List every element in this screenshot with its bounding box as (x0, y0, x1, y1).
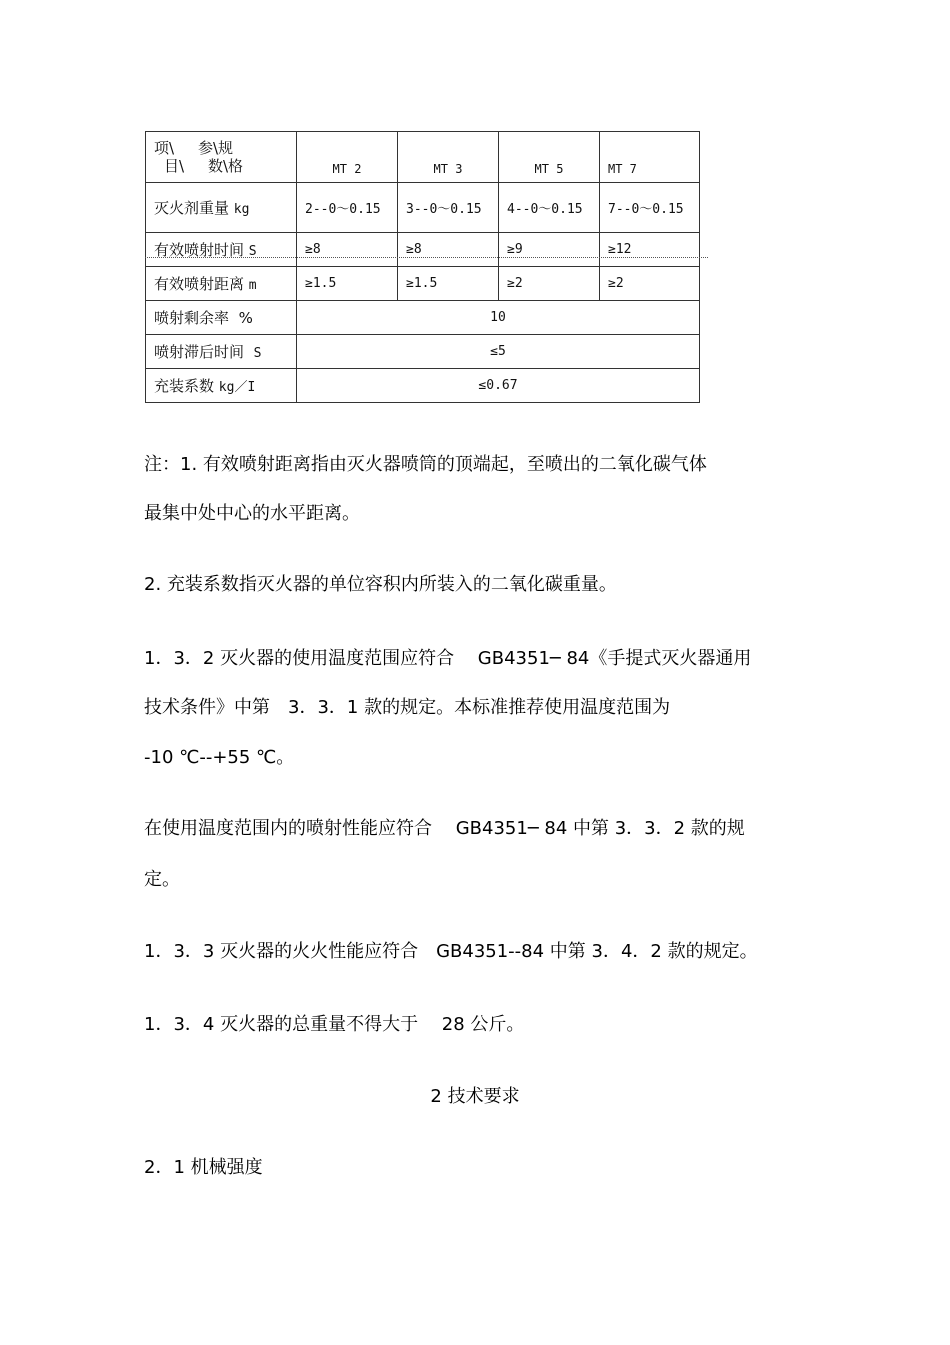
section-2-heading: 2 技术要求 (430, 1086, 520, 1107)
table-row (146, 301, 700, 335)
row-label: 有效喷射距离 (154, 275, 245, 293)
row-label: 充装系数 (154, 377, 215, 395)
table-cell: ≥8 (297, 233, 398, 267)
clause-1-3-2-line-2: 技术条件》中第 3．3．1 款的规定。本标准推荐使用温度范围为 (144, 697, 671, 718)
row-unit: % (238, 309, 253, 327)
spec-table (145, 131, 700, 403)
row-unit: S (253, 346, 262, 361)
clause-2-1: 2．1 机械强度 (144, 1157, 263, 1178)
table-cell: 4--0～0.15 (499, 183, 600, 233)
row-label-cell (146, 369, 297, 403)
row-label-cell (146, 183, 297, 233)
row-label-cell (146, 301, 297, 335)
table-cell: ≥1.5 (297, 267, 398, 301)
note-1-line-1: 注：1. 有效喷射距离指由灭火器喷筒的顶端起，至喷出的二氧化碳气体 (144, 454, 707, 475)
note-2: 2. 充装系数指灭火器的单位容积内所装入的二氧化碳重量。 (144, 574, 617, 595)
model-header: MT 7 (600, 132, 700, 183)
spray-performance-line-1: 在使用温度范围内的喷射性能应符合 GB4351─ 84 中第 3．3．2 款的规 (144, 818, 745, 839)
row-label-cell (146, 267, 297, 301)
table-cell: ≥12 (600, 233, 700, 267)
table-cell: ≥8 (398, 233, 499, 267)
row-unit: S (248, 244, 257, 259)
model-header: MT 3 (398, 132, 499, 183)
row-label: 喷射滞后时间 (154, 343, 245, 361)
row-label-cell (146, 233, 297, 267)
table-cell-merged: ≤0.67 (297, 369, 700, 403)
table-cell: ≥1.5 (398, 267, 499, 301)
table-cell: 2--0～0.15 (297, 183, 398, 233)
table-header-row (146, 132, 700, 183)
row-unit: kg／I (218, 380, 256, 395)
table-cell: ≥9 (499, 233, 600, 267)
table-cell: 7--0～0.15 (600, 183, 700, 233)
row-unit: m (248, 278, 257, 293)
corner-text-item: 项\ (154, 139, 175, 157)
dotted-rule (145, 257, 708, 258)
table-row (146, 335, 700, 369)
table-row (146, 233, 700, 267)
table-cell-merged: 10 (297, 301, 700, 335)
corner-text-mu: 目\ (164, 157, 185, 175)
table-cell: 3--0～0.15 (398, 183, 499, 233)
row-label: 灭火剂重量 (154, 199, 230, 217)
row-unit: kg (233, 202, 250, 217)
model-header: MT 2 (297, 132, 398, 183)
note-1-line-2: 最集中处中心的水平距离。 (144, 503, 360, 524)
clause-1-3-4: 1．3．4 灭火器的总重量不得大于 28 公斤。 (144, 1014, 525, 1035)
table-row (146, 369, 700, 403)
clause-1-3-2-line-3: -10 ℃--+55 ℃。 (144, 747, 295, 768)
clause-1-3-3: 1．3．3 灭火器的火火性能应符合 GB4351--84 中第 3．4．2 款的规定。 (144, 941, 758, 962)
row-label: 有效喷射时间 (154, 241, 245, 259)
row-label: 喷射剩余率 (154, 309, 230, 327)
row-label-cell (146, 335, 297, 369)
table-corner-cell (146, 132, 297, 183)
table-cell: ≥2 (499, 267, 600, 301)
table-row (146, 183, 700, 233)
table-row (146, 267, 700, 301)
corner-text-param: 参\规 (198, 139, 234, 157)
clause-1-3-2-line-1: 1．3．2 灭火器的使用温度范围应符合 GB4351─ 84《手提式灭火器通用 (144, 648, 752, 669)
corner-text-shu: 数\格 (208, 157, 244, 175)
spray-performance-line-2: 定。 (144, 869, 180, 890)
table-cell-merged: ≤5 (297, 335, 700, 369)
table-cell: ≥2 (600, 267, 700, 301)
model-header: MT 5 (499, 132, 600, 183)
